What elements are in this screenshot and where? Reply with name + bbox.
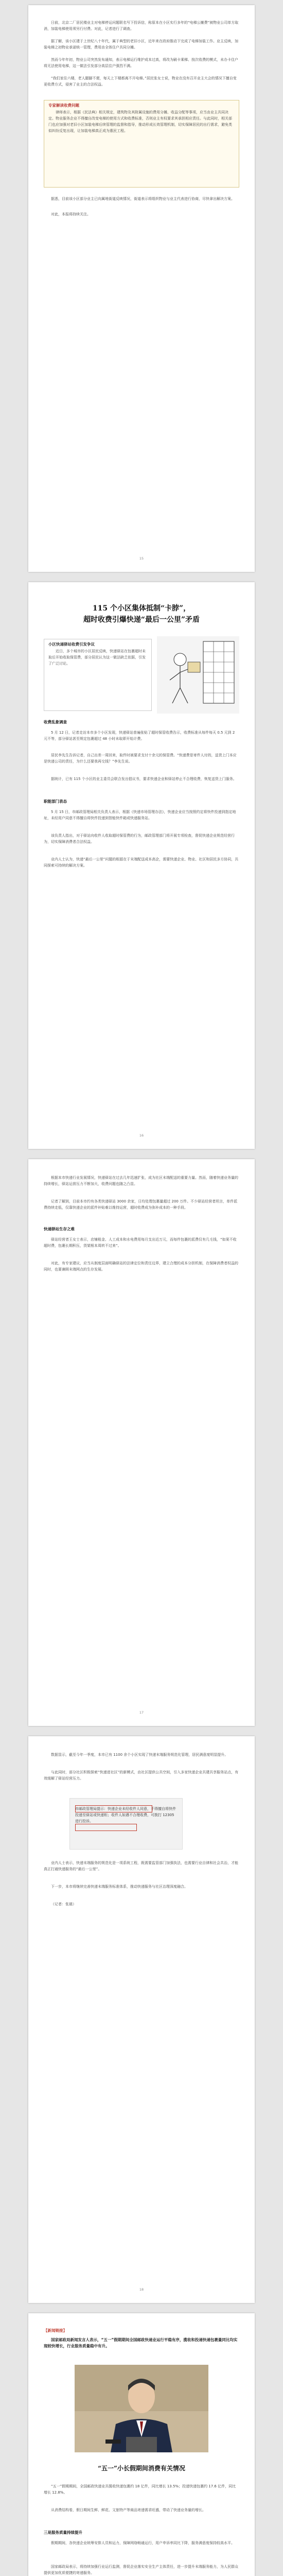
paragraph: 业内人士认为，快递“最后一公里”问题的根源在于末端配送成本高企，需要快递企业、物业、社区和居民多方协同，共同探索可持续的解决方案。 [44, 857, 239, 868]
document-page-4 [28, 1736, 255, 2303]
press-conference-photo [75, 2365, 208, 2452]
section-heading: 职能部门表态 [44, 799, 67, 804]
paragraph: 国家邮政局表示，将持续加强行业运行监测，督促企业落实安全生产主体责任，进一步提升末端服务能力，为人民群众提供更加优质便捷的寄递服务。 [44, 2565, 238, 2575]
notice-screenshot [69, 1798, 183, 1850]
paragraph: 数据显示，截至今年一季度，本市已有 1100 余个小区实现了快递末端服务规范化管理，居民满意度明显提升。 [51, 1753, 228, 1757]
paragraph: 与此同时，部分社区积极探索“快递进社区”的新模式，由社区提供公共空间，引入多家快递企业共建共享服务站点，有效缓解了驿站经营压力。 [44, 1770, 239, 1781]
article-title: “五一”小长假期间消费有关情况 [98, 2465, 185, 2472]
document-page-5 [28, 2313, 255, 2576]
paragraph: 据统计，已有 115 个小区的业主委员会联合发出倡议书，要求快递企业和驿站停止不合理收费，恢复送货上门服务。 [51, 777, 237, 781]
side-box-title: 小区快递驿站收费引发争议 [48, 642, 95, 647]
page-number: 17 [139, 1710, 144, 1715]
side-box-text: 近日，多个城市的小区居民反映，快递驿站在包裹超时未取后开始收取保管费，部分居民认为这一做法缺乏依据，引发了广泛讨论。 [48, 649, 146, 666]
news-link-label: 【新闻链接】 [44, 2328, 67, 2333]
paragraph: 据了解，该小区建于上世纪八十年代，属于典型的老旧小区，近年来在政府推动下完成了电梯加装工作。业主反映，加装电梯之初物业承诺统一管理，费用由全体住户共同分摊。 [44, 39, 238, 49]
cartoon-illustration [157, 636, 239, 714]
highlight-mark [75, 1824, 137, 1831]
paragraph: 根据本市快递行业发展情况，快递驿站在过去几年迅速扩张，成为社区末端配送的重要力量。然而，随着快递业务量的持续增长，驿站运营压力不断加大，收费问题也随之凸显。 [44, 1176, 238, 1186]
lead-paragraph: 国家邮政局新闻发言人表示，“五一”假期期间全国邮政快递业运行平稳有序，揽收和投递快递包裹量同比均实现较快增长，行业服务质量稳中有升。 [44, 2337, 238, 2348]
paragraph: 居民李先生告诉记者，自己出差一周回来，取件时被要求支付十余元的保管费。“快递费是寄件人付的，送货上门本应是快递公司的责任，为什么还要我再交钱？”李先生说。 [44, 753, 237, 764]
paragraph: 从消费结构看，假日期间生鲜、鲜花、文旅特产等商品寄递需求旺盛，带动了快递业务量的增长。 [51, 2508, 206, 2512]
article-title-line-2: 超时收费引爆快递“最后一公里”矛盾 [83, 616, 200, 624]
paragraph: （记者：张晨） [51, 1902, 76, 1906]
page-number: 16 [139, 1133, 144, 1138]
section-heading: 收费乱象调查 [44, 720, 67, 724]
article-title-line-1: 115 个小区集体抵制“卡脖”， [92, 604, 191, 613]
paragraph: 该负责人指出，对于驿站向收件人收取超时保管费的行为，邮政管理部门将开展专项检查，督促快递企业规范经营行为，切实保障消费者合法权益。 [44, 834, 235, 844]
box-title: 专家解读收费问题 [48, 103, 79, 108]
intro-paragraph: 日前，北京二厂居民楼业主对电梯停运问题联名写下投诉信，称原本在小区实行多年的“电梯公摊费”被物业公司单方取消，加装电梯使用须另行付费。对此，记者进行了调查。 [44, 21, 239, 31]
paragraph: 对此，本报将持续关注。 [51, 212, 91, 216]
paragraph: 对此，有专家建议，应当从制度层面明确驿站的法律定位和责任边界，建立合理的成本分担机制，在保障消费者权益的同时，也要兼顾末端网点的生存发展。 [44, 1261, 238, 1272]
section-heading: 三是服务质量持续提升 [44, 2530, 82, 2535]
page-number: 15 [139, 556, 144, 561]
section-heading: 快递驿站生存之难 [44, 1227, 75, 1231]
notice-text: 市邮政管理局提示：快递企业未经收件人同意，不得擅自将快件投递至驿站或快递柜；收件人如遇不合理收费，可拨打 12305 进行投诉。 [75, 1807, 176, 1823]
paragraph: 业内人士表示，快递末端服务的规范化是一项系统工程，既需要监管部门加强执法，也需要行业自律和社会共治，才能真正打通快递服务的“最后一公里”。 [44, 1861, 238, 1871]
paragraph: “五一”假期期间，全国邮政快递业共揽收快递包裹约 18 亿件，同比增长 13.5%；投递快递包裹约 17.6 亿件，同比增长 12.8%。 [44, 2484, 236, 2495]
document-page-3 [28, 1159, 255, 1726]
box-text: 律师表示，根据《民法典》相关规定，建筑物及其附属设施的费用分摊、收益分配等事项，应当由业主共同决定。物业服务企业不得擅自改变电梯的使用方式和收费标准，否则业主有权要求其承担相应责任。与此同时，相关部门也应加强对老旧小区加装电梯后续管理的监督和指导，推动形成长效管理机制，切实保障居民的出行需求，避免类似纠纷反复出现，让加装电梯真正成为惠民工程。 [48, 110, 232, 133]
paragraph: 5 月 12 日，记者走访本市多个小区发现，快递驿站普遍张贴了超时保管收费告示，收费标准从每件每天 0.5 元到 2 元不等，部分驿站甚至规定包裹超过 48 小时未取即开始计费。 [44, 731, 235, 741]
expert-box [44, 100, 239, 188]
document-page-2 [28, 582, 255, 1149]
document-page-1 [28, 5, 255, 572]
paragraph: 下一步，本市将继续完善快递末端服务标准体系，推动快递服务与社区治理深度融合。 [51, 1885, 188, 1889]
side-box [44, 639, 152, 711]
paragraph: 据悉，目前该小区部分业主已向属地街道反映情况，街道表示将组织物业与业主代表进行协商，尽快拿出解决方案。 [51, 197, 235, 201]
highlight-mark [75, 1805, 152, 1812]
paragraph: 驿站经营者王女士表示，店铺租金、人工成本和水电费用每月支出近万元，而每件包裹的派费仅有几毛钱，“如果不收超时费，包裹长期积压，货架根本周转不过来”。 [44, 1238, 237, 1248]
paragraph: 记者了解到，目前本市约有各类快递驿站 3000 余家，日均处理包裹量超过 200 万件。不少驿站经营者坦言，单件派费持续走低，仅靠快递企业的派件补贴难以维持运营，超时收费成为弥补成本的一种手段。 [44, 1199, 238, 1210]
paragraph: “我们家住六楼，老人腿脚不便，每天上下楼都离不开电梯。”居民张女士说，物业在没有召开业主大会的情况下擅自变更收费方式，侵害了业主的合法权益。 [44, 76, 237, 87]
paragraph: 假期期间，各快递企业统筹安排人员和运力，保障网络畅通运行，用户申诉率同比下降，服务满意度保持较高水平。 [51, 2541, 235, 2545]
paragraph: 5 月 15 日，市邮政管理局相关负责人表示，根据《快递市场管理办法》，快递企业应当按照约定将快件投递到指定地址，未经用户同意不得擅自将快件投递到智能快件箱或快递服务站。 [44, 810, 236, 820]
paragraph: 然而今年年初，物业公司突然发布通知，表示电梯运行维护成本过高，将改为刷卡乘梯、按次收费的模式，未办卡住户将无法使用电梯，这一做法引发部分高层住户强烈不满。 [44, 58, 238, 68]
page-number: 18 [139, 2287, 144, 2292]
